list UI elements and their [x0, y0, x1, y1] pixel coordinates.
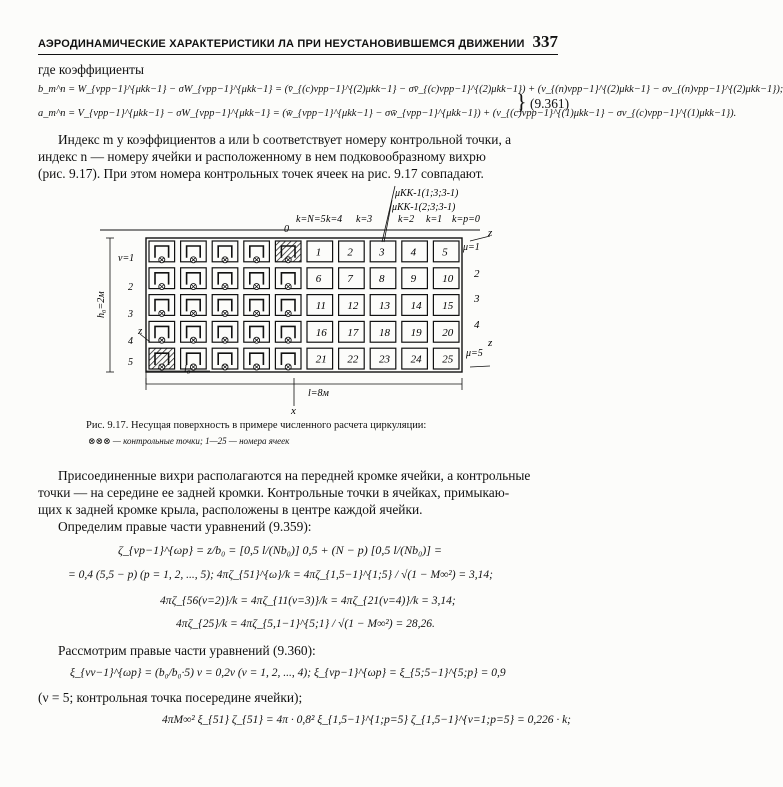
label-nu1: ν=1 — [118, 253, 135, 264]
cell-number: 5 — [442, 246, 448, 259]
label-nu5: 5 — [128, 357, 133, 368]
horseshoe-vortex — [187, 246, 201, 258]
cell-number: 1 — [315, 246, 322, 259]
page-number: 337 — [532, 32, 558, 51]
paragraph-line: Присоединенные вихри располагаются на передней кромке ячейки, а контрольные — [58, 468, 531, 483]
equation-zeta-values: = 0,4 (5,5 − p) (p = 1, 2, ..., 5); 4πζ_{51}^{ω}/k = 4πζ_{1,5−1}^{1;5} / √(1 − M∞²) = 3,14; — [68, 569, 494, 581]
label-k1: k=1 — [426, 214, 443, 225]
horseshoe-vortex — [218, 246, 232, 258]
label-mkk1: μКК-1(1;3;3-1) — [395, 188, 459, 199]
cell-number: 13 — [379, 300, 390, 312]
equation-zeta25: 4πζ_{25}/k = 4πζ_{5,1−1}^{5;1} / √(1 − M∞²) = 28,26. — [176, 618, 435, 630]
paragraph-line: Определим правые части уравнений (9.359): — [58, 519, 312, 534]
cell-number: 18 — [379, 326, 390, 339]
horseshoe-vortex — [281, 326, 295, 338]
label-x-axis: x — [291, 405, 296, 417]
cell-number: 9 — [410, 273, 417, 286]
equation-zeta-equal: 4πζ_{56(ν=2)}/k = 4πζ_{11(ν=3)}/k = 4πζ_{21(ν=4)}/k = 3,14; — [160, 595, 456, 607]
label-row3: 3 — [474, 293, 480, 305]
cell-number: 23 — [379, 353, 390, 366]
label-k4: k=4 — [326, 214, 343, 225]
paragraph-line: (рис. 9.17). При этом номера контрольных точек ячеек на рис. 9.17 совпадают. — [38, 166, 484, 181]
cell-number: 15 — [442, 300, 454, 312]
label-k3: k=3 — [356, 214, 373, 225]
label-mkk2: μКК-1(2;3;3-1) — [392, 202, 456, 213]
paragraph-line: (ν = 5; контрольная точка посередине ячейки); — [38, 690, 303, 705]
horseshoe-vortex — [281, 353, 295, 365]
horseshoe-vortex — [187, 300, 201, 312]
label-origin: 0 — [284, 224, 289, 235]
equation-brace: } — [516, 89, 527, 114]
label-width: l=8м — [308, 388, 329, 399]
label-k2: k=2 — [398, 214, 415, 225]
horseshoe-vortex — [281, 273, 295, 285]
label-z-bottom: z — [488, 337, 493, 349]
paragraph-line: индекс n — номеру ячейки и расположенному в нем подковообразному вихрю — [38, 149, 486, 164]
cell-number: 8 — [379, 273, 385, 286]
cell-number: 2 — [347, 246, 353, 259]
label-mu1: μ=1 — [463, 242, 480, 253]
chapter-title: АЭРОДИНАМИЧЕСКИЕ ХАРАКТЕРИСТИКИ ЛА ПРИ НЕУСТАНОВИВШЕМСЯ ДВИЖЕНИИ — [38, 38, 525, 50]
cell-number: 20 — [442, 326, 454, 339]
label-nu3: 3 — [128, 309, 133, 320]
figure-caption: Рис. 9.17. Несущая поверхность в примере численного расчета циркуляции: — [86, 420, 427, 431]
horseshoe-vortex — [250, 353, 264, 365]
horseshoe-vortex — [250, 326, 264, 338]
cell-number: 10 — [442, 273, 454, 286]
label-mu5: μ=5 — [466, 348, 483, 359]
horseshoe-vortex — [250, 273, 264, 285]
cell-number: 3 — [379, 246, 385, 259]
horseshoe-vortex — [281, 300, 295, 312]
horseshoe-vortex — [155, 300, 169, 312]
horseshoe-vortex — [218, 326, 232, 338]
equation-xi-zeta: 4πM∞² ξ_{51} ζ_{51} = 4π · 0,8² ξ_{1,5−1}^{1;p=5} ζ_{1,5−1}^{ν=1;p=5} = 0,226 · k; — [162, 714, 572, 726]
equation-xi: ξ_{νν−1}^{ωp} = (b₀/b₀·5) ν = 0,2ν (ν = 1, 2, ..., 4); ξ_{νp−1}^{ωp} = ξ_{5;5−1}^{5;p} = 0,9 — [70, 667, 506, 679]
paragraph-line: Рассмотрим правые части уравнений (9.360): — [58, 643, 316, 658]
cell-number: 12 — [347, 300, 359, 312]
cell-grid — [146, 238, 462, 372]
horseshoe-vortex — [250, 246, 264, 258]
paragraph-line: Индекс m у коэффициентов a или b соответствует номеру контрольной точки, а — [58, 132, 512, 147]
horseshoe-vortex — [155, 273, 169, 285]
horseshoe-vortex — [187, 273, 201, 285]
label-nu2: 2 — [128, 282, 133, 293]
cell-number: 17 — [347, 326, 359, 339]
horseshoe-vortex — [250, 300, 264, 312]
label-z-left: z — [138, 325, 143, 337]
label-height: h₀=2м — [96, 291, 107, 318]
label-row4: 4 — [474, 319, 480, 331]
equation-number: (9.361) — [530, 96, 570, 111]
label-k-n5: k=N=5 — [296, 214, 326, 225]
label-z-top: z — [488, 227, 493, 239]
cell-number: 6 — [315, 273, 322, 286]
cell-number: 21 — [315, 353, 327, 366]
cell-number: 4 — [410, 246, 417, 259]
label-nu4: 4 — [128, 336, 133, 347]
intro-text: где коэффициенты — [38, 62, 145, 77]
paragraph-line: точки — на середине ее задней кромки. Контрольные точки в ячейках, примыкаю- — [38, 485, 510, 500]
horseshoe-vortex — [218, 300, 232, 312]
cell-number: 14 — [410, 300, 422, 312]
equation-zeta: ζ_{νp−1}^{ωp} = z/b₀ = [0,5 l/(Nb₀)] 0,5 + (N − p) [0,5 l/(Nb₀)] = — [118, 543, 443, 557]
cell-number: 19 — [410, 326, 422, 339]
cell-number: 24 — [410, 353, 422, 366]
cell-number: 25 — [442, 353, 454, 366]
equation-a-coefficient: a_m^n = V_{νpp−1}^{μkk−1} − σW_{νpp−1}^{μkk−1} = (w̄_{νpp−1}^{μkk−1} − σw̄_{νpp−1}^{μkk−1}) + (v_{(c)νpp−1}^{(1)μkk−1} − σv_{(c)νpp−1}^{(1)μkk−1}). — [38, 108, 737, 119]
label-row2: 2 — [474, 268, 480, 280]
cell-number: 16 — [315, 326, 327, 339]
horseshoe-vortex — [218, 273, 232, 285]
figure-caption-legend: ⊗⊗⊗ — контрольные точки; 1—25 — номера ячеек — [88, 436, 290, 446]
cell-number: 11 — [315, 300, 326, 312]
label-cell-width: l₀ — [184, 364, 191, 375]
paragraph-line: щих к задней кромке крыла, расположены в центре каждой ячейки. — [38, 502, 423, 517]
label-k-p0: k=p=0 — [452, 214, 480, 225]
horseshoe-vortex — [218, 353, 232, 365]
horseshoe-vortex — [187, 326, 201, 338]
equation-b-coefficient: b_m^n = W_{νpp−1}^{μkk−1} − σW_{νpp−1}^{μkk−1} = (v̄_{(c)νpp−1}^{(2)μkk−1} − σv̄_{(c)νpp−1}^{(2)μkk−1}) + (v_{(n)νpp−1}^{(2)μkk−1} − σv_{(n)νpp−1}^{(2)μkk−1}); — [38, 84, 783, 95]
horseshoe-vortex — [155, 246, 169, 258]
horseshoe-vortex — [155, 326, 169, 338]
cell-number: 22 — [347, 353, 359, 366]
cell-number: 7 — [347, 273, 353, 286]
